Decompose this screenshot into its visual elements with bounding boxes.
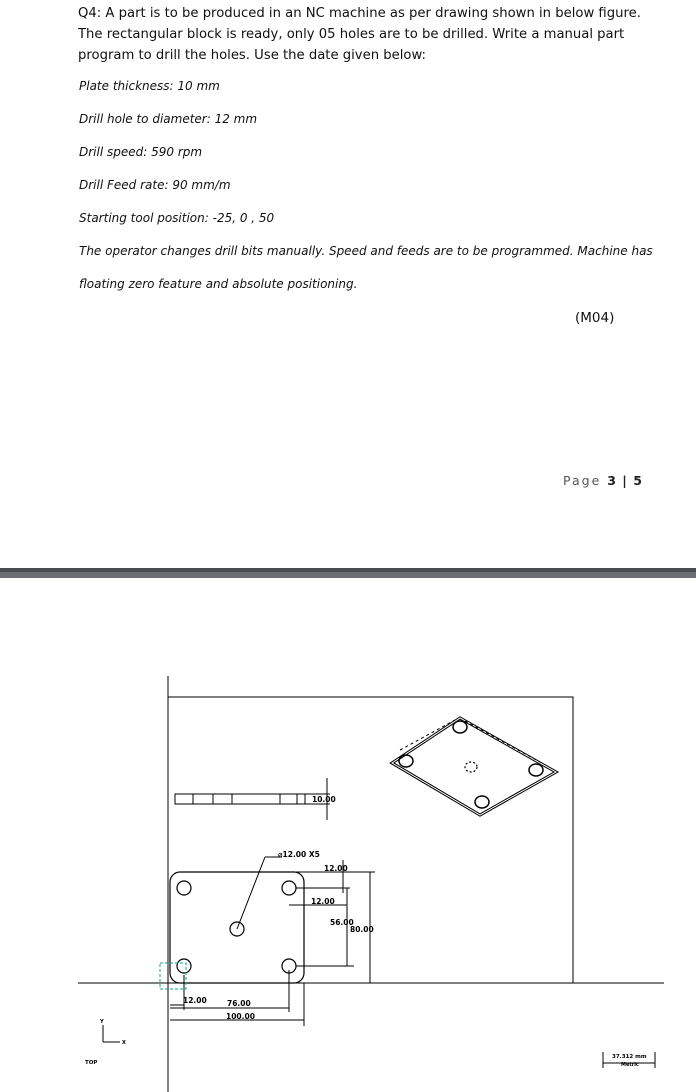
- dim-12-top: 12.00: [324, 864, 348, 873]
- isometric-plate: [392, 718, 556, 815]
- top-view-holes: [177, 881, 296, 973]
- drill-diameter-line: Drill hole to diameter: 12 mm: [79, 112, 258, 126]
- hole-leader-line: [237, 857, 265, 929]
- machine-note-line: floating zero feature and absolute positioning.: [79, 277, 358, 291]
- cad-drawing: [0, 580, 696, 1092]
- origin-marker: [160, 963, 186, 989]
- hole-callout: ⌀12.00 X5: [278, 850, 320, 859]
- scale-value: 37.312 mm: [612, 1054, 647, 1060]
- page-number: Page 3 | 5: [563, 473, 643, 488]
- plate-thickness-line: Plate thickness: 10 mm: [79, 79, 220, 93]
- dim-80: 80.00: [350, 925, 374, 934]
- dim-100: 100.00: [226, 1012, 255, 1021]
- axis-x-label: X: [122, 1040, 126, 1046]
- drill-speed-line: Drill speed: 590 rpm: [79, 145, 203, 159]
- scale-units: Metric: [621, 1062, 639, 1068]
- marks-label: (M04): [575, 310, 615, 326]
- start-position-line: Starting tool position: -25, 0 , 50: [79, 211, 275, 225]
- dim-56: 56.00: [330, 918, 354, 927]
- page-separator-shadow: [0, 572, 696, 578]
- axis-triad: [103, 1025, 120, 1042]
- top-view-plate: [170, 872, 304, 983]
- operator-note-line: The operator changes drill bits manually. Speed and feeds are to be programmed. Machine has: [79, 244, 653, 258]
- view-label: TOP: [85, 1060, 98, 1066]
- side-view: [175, 778, 330, 820]
- dim-76: 76.00: [227, 999, 251, 1008]
- dim-12-bottom: 12.00: [183, 996, 207, 1005]
- dim-12-side: 12.00: [311, 897, 335, 906]
- axis-y-label: Y: [100, 1019, 104, 1025]
- feed-rate-line: Drill Feed rate: 90 mm/m: [79, 178, 231, 192]
- question-text: Q4: A part is to be produced in an NC machine as per drawing shown in below figure. The rectangular block is ready, only 05 holes are to be drilled. Write a manual part program to drill the holes. Use the date given below:: [78, 6, 641, 63]
- dim-thickness: 10.00: [312, 795, 336, 804]
